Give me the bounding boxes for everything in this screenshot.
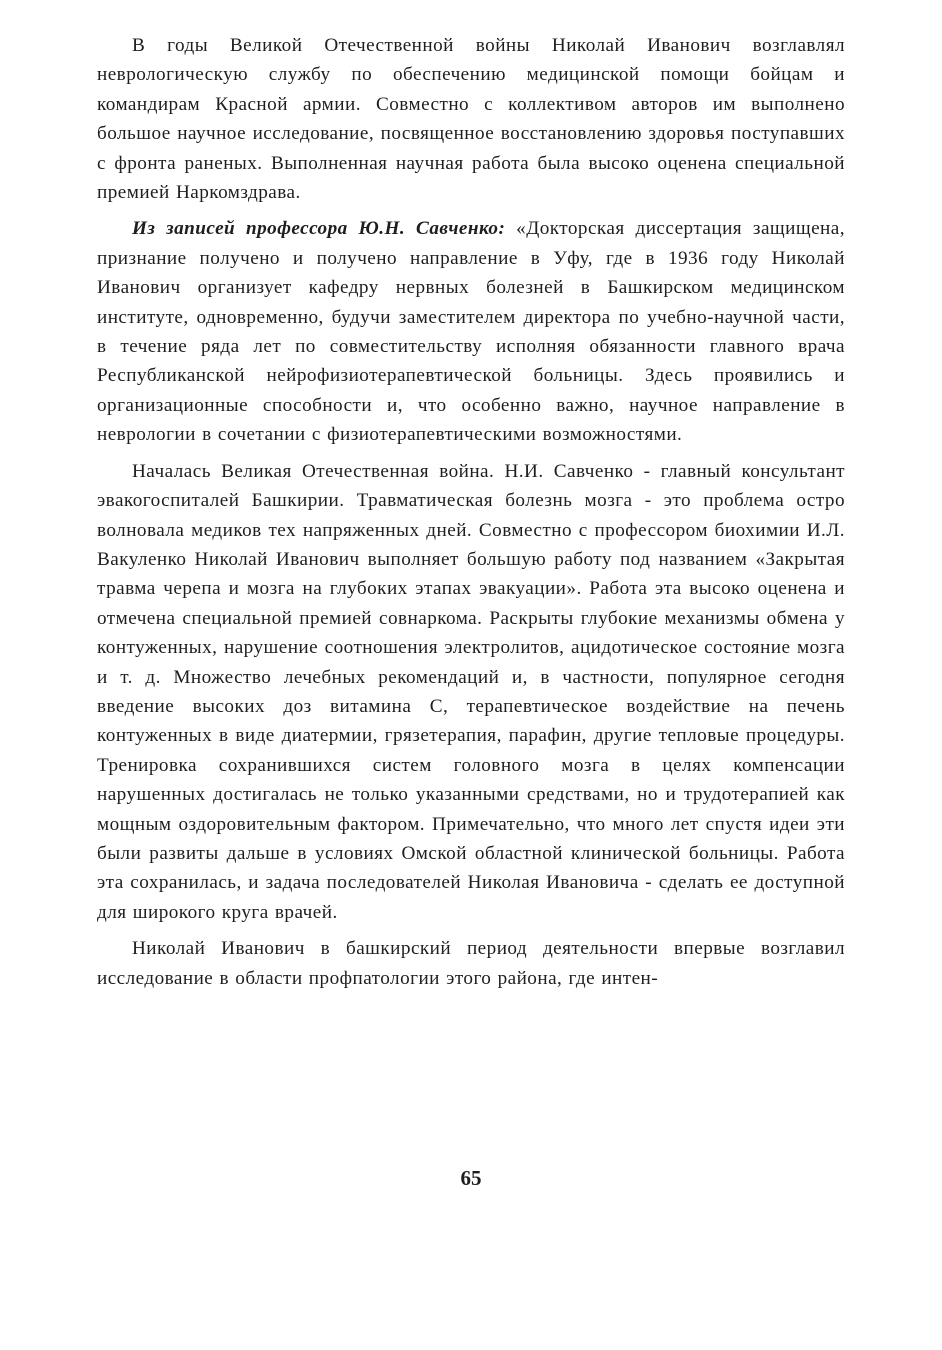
page-number: 65 [460,1166,482,1190]
paragraph-bashkir-period [97,934,845,993]
body-text [97,31,845,1000]
paragraph-evacuation-hospitals [97,457,845,928]
paragraph-text: В годы Великой Отечественной войны Николай Иванович возглавлял неврологическую службу по обеспечению медицинской помощи бойцам и командирам Красной армии. Совместно с коллективом авторов им выполнено большое научное исследование, посвященное восстановлению здоровья поступавших с фронта раненых. Выполненная научная работа была высоко оценена специальной премией Наркомздрава. [97,35,845,204]
paragraph-text: Николай Иванович в башкирский период деятельности впервые возглавил исследование в области профпатологии этого района, где интен- [97,938,845,989]
paragraph-war-years [97,31,845,207]
paragraph-text: «Докторская диссертация защищена, признание получено и получено направление в Уфу, где в 1936 году Николай Иванович организует кафедру нервных болезней в Башкирском медицинском институте, одновременно, будучи заместителем директора по учебно-научной части, в течение ряда лет по совместительству исполняя обязанности главного врача Республиканской нейрофизиотерапевтической больницы. Здесь проявились и организационные способности и, что особенно важно, научное направление в неврологии в сочетании с физиотерапевтическими возможностями. [97,218,845,446]
paragraph-text: Началась Великая Отечественная война. Н.И. Савченко - главный консультант эвакогоспиталей Башкирии. Травматическая болезнь мозга - это проблема остро волновала медиков тех напряженных дней. Совместно с профессором биохимии И.Л. Вакуленко Николай Иванович выполняет большую работу под названием «Закрытая травма черепа и мозга на глубоких этапах эвакуации». Работа эта высоко оценена и отмечена специальной премией совнаркома. Раскрыты глубокие механизмы обмена у контуженных, нарушение соотношения электролитов, ацидотическое состояние мозга и т. д. Множество лечебных рекомендаций и, в частности, популярное сегодня введение высоких доз витамина С, терапевтическое воздействие на печень контуженных в виде диатермии, грязетерапия, парафин, другие тепловые процедуры. Тренировка сохранившихся систем головного мозга в целях компенсации нарушенных достигалась не только указанными средствами, но и трудотерапией как мощным оздоровительным фактором. Примечательно, что много лет спустя идеи эти были развиты дальше в условиях Омской областной клинической больницы. Работа эта сохранилась, и задача последователей Николая Ивановича - сделать ее доступной для широкого круга врачей. [97,460,845,923]
quote-attribution: Из записей профессора Ю.Н. Савченко: [132,218,506,240]
paragraph-savchenko-notes [97,214,845,449]
